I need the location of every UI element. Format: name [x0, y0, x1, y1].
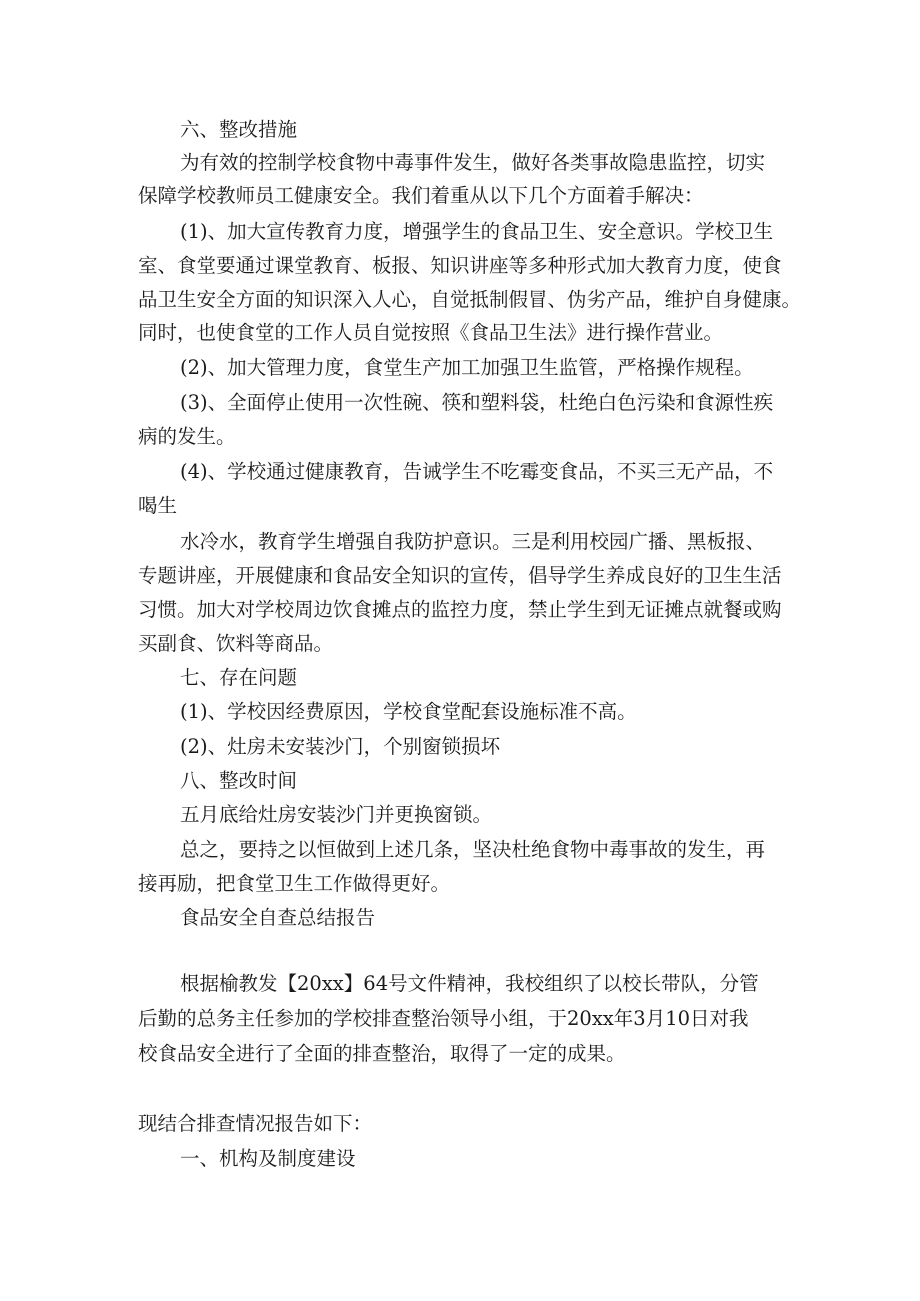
section-heading-1: 一、机构及制度建设 — [180, 1147, 356, 1170]
paragraph-line: 习惯。加大对学校周边饮食摊点的监控力度，禁止学生到无证摊点就餐或购 — [138, 598, 782, 621]
list-item-line: (4)、学校通过健康教育，告诫学生不吃霉变食品，不买三无产品，不 — [180, 460, 774, 483]
list-item-line: (2)、加大管理力度，食堂生产加工加强卫生监管，严格操作规程。 — [180, 356, 754, 379]
paragraph-line: 后勤的总务主任参加的学校排查整治领导小组，于20xx年3月10日对我 — [138, 1007, 749, 1030]
paragraph-line: 为有效的控制学校食物中毒事件发生，做好各类事故隐患监控，切实 — [180, 151, 766, 174]
report-title: 食品安全自查总结报告 — [180, 906, 376, 929]
list-item-line: (3)、全面停止使用一次性碗、筷和塑料袋，杜绝白色污染和食源性疾 — [180, 391, 774, 414]
list-item-line: (1)、加大宣传教育力度，增强学生的食品卫生、安全意识。学校卫生 — [180, 220, 774, 243]
paragraph-line: 室、食堂要通过课堂教育、板报、知识讲座等多种形式加大教育力度，使食 — [138, 254, 782, 277]
section-heading-6: 六、整改措施 — [180, 118, 298, 141]
paragraph-line: 品卫生安全方面的知识深入人心，自觉抵制假冒、伪劣产品，维护自身健康。 — [138, 288, 802, 311]
section-heading-8: 八、整改时间 — [180, 769, 298, 792]
section-heading-7: 七、存在问题 — [180, 666, 298, 689]
list-item-line: (1)、学校因经费原因，学校食堂配套设施标准不高。 — [180, 700, 637, 723]
paragraph-line: 病的发生。 — [138, 425, 236, 448]
paragraph-line: 买副食、饮料等商品。 — [138, 632, 334, 655]
paragraph-line: 同时，也使食堂的工作人员自觉按照《食品卫生法》进行操作营业。 — [138, 321, 724, 344]
paragraph-line: 接再励，把食堂卫生工作做得更好。 — [138, 872, 451, 895]
list-item-line: (2)、灶房未安装沙门，个别窗锁损坏 — [180, 735, 501, 758]
paragraph-line: 喝生 — [138, 494, 178, 517]
paragraph-line: 专题讲座，开展健康和食品安全知识的宣传，倡导学生养成良好的卫生生活 — [138, 564, 782, 587]
paragraph-line: 根据榆教发【20xx】64号文件精神，我校组织了以校长带队，分管 — [180, 972, 759, 995]
paragraph-line: 水冷水，教育学生增强自我防护意识。三是利用校园广播、黑板报、 — [180, 530, 766, 553]
paragraph-line: 现结合排查情况报告如下： — [138, 1112, 373, 1135]
paragraph-line: 保障学校教师员工健康安全。我们着重从以下几个方面着手解决： — [138, 184, 704, 207]
paragraph-line: 五月底给灶房安装沙门并更换窗锁。 — [180, 803, 493, 826]
paragraph-line: 校食品安全进行了全面的排查整治，取得了一定的成果。 — [138, 1042, 626, 1065]
paragraph-line: 总之，要持之以恒做到上述几条，坚决杜绝食物中毒事故的发生，再 — [180, 838, 766, 861]
